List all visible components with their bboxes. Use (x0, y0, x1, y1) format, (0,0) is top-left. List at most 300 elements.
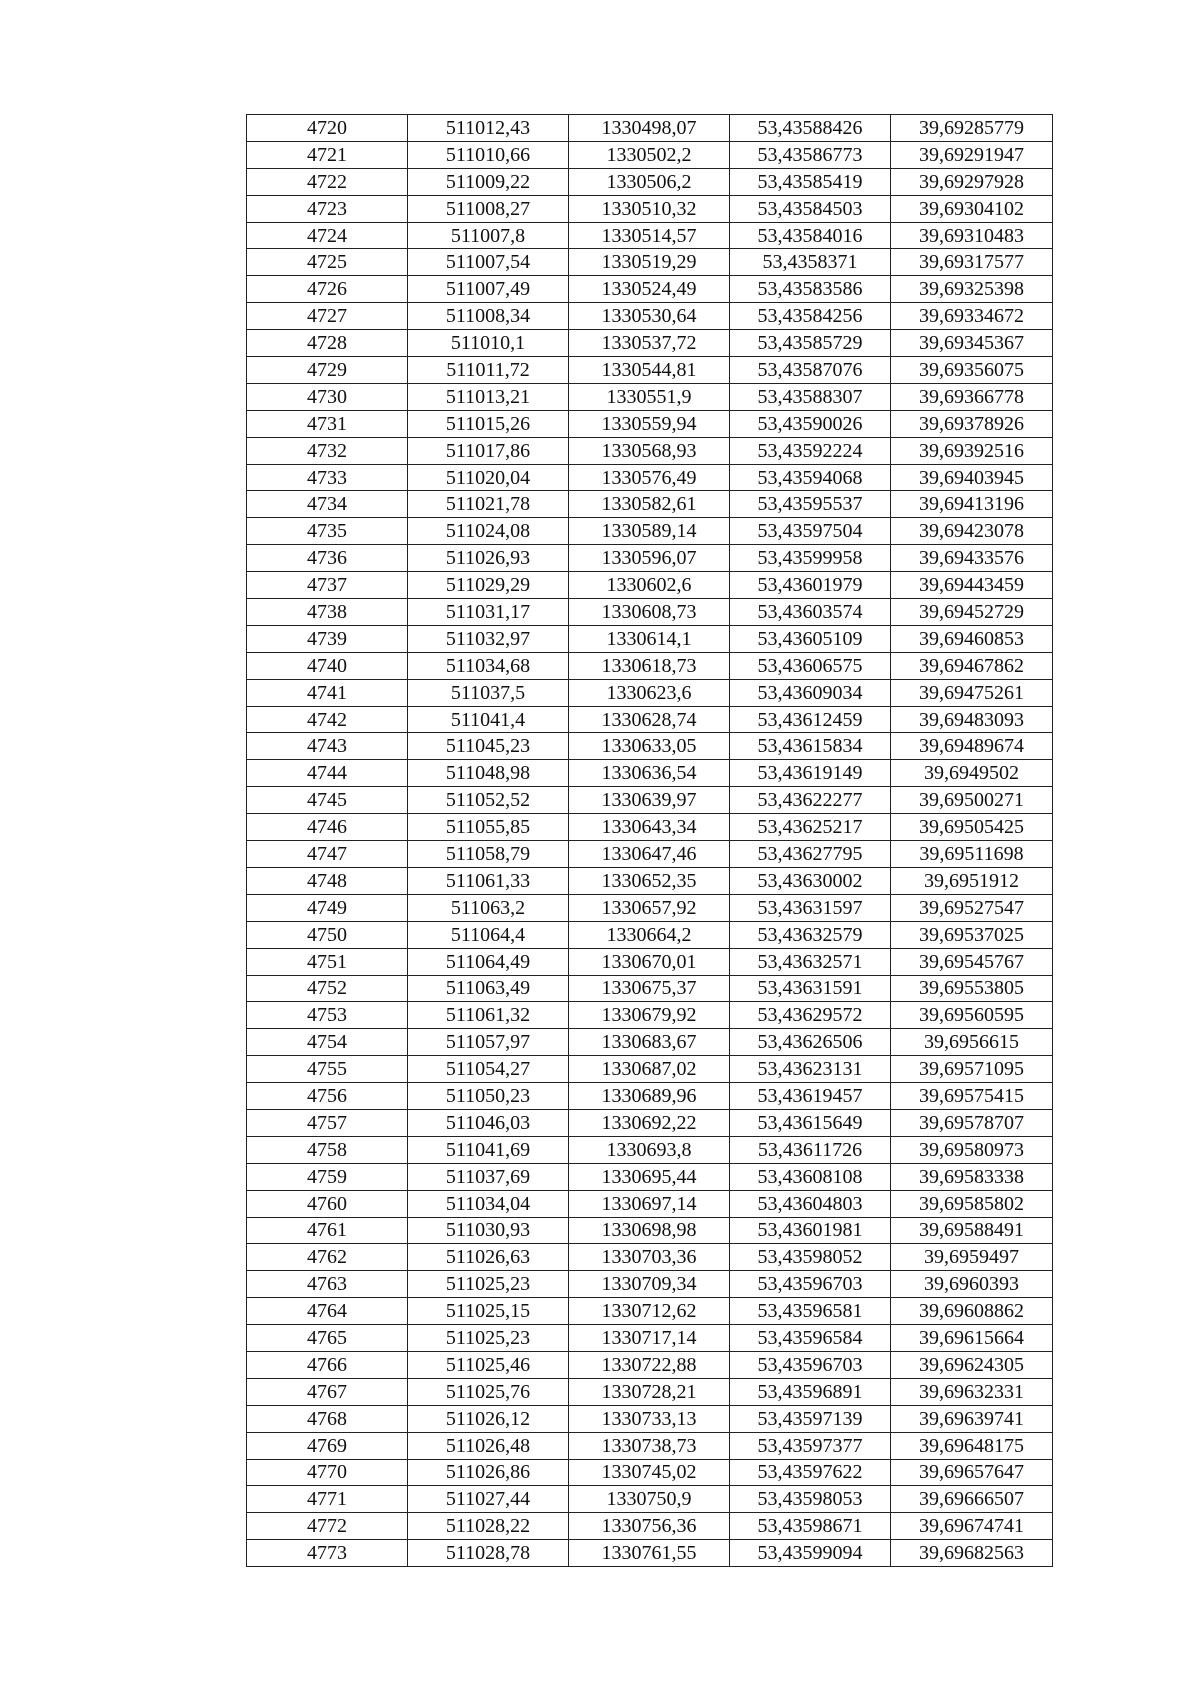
point-number-cell: 4740 (247, 652, 408, 679)
longitude-cell: 39,69345367 (891, 330, 1053, 357)
point-number-cell: 4759 (247, 1163, 408, 1190)
point-number-cell: 4741 (247, 679, 408, 706)
longitude-cell: 39,69433576 (891, 545, 1053, 572)
point-number-cell: 4722 (247, 168, 408, 195)
point-number-cell: 4758 (247, 1136, 408, 1163)
longitude-cell: 39,69575415 (891, 1083, 1053, 1110)
x-coordinate-cell: 511026,86 (408, 1459, 569, 1486)
table-row (247, 679, 1053, 706)
latitude-cell: 53,43596703 (730, 1271, 891, 1298)
y-coordinate-cell: 1330576,49 (569, 464, 730, 491)
point-number-cell: 4770 (247, 1459, 408, 1486)
longitude-cell: 39,69553805 (891, 975, 1053, 1002)
table-row (247, 195, 1053, 222)
x-coordinate-cell: 511024,08 (408, 518, 569, 545)
table-row (247, 1163, 1053, 1190)
longitude-cell: 39,69489674 (891, 733, 1053, 760)
y-coordinate-cell: 1330551,9 (569, 383, 730, 410)
y-coordinate-cell: 1330670,01 (569, 948, 730, 975)
point-number-cell: 4743 (247, 733, 408, 760)
x-coordinate-cell: 511057,97 (408, 1029, 569, 1056)
y-coordinate-cell: 1330728,21 (569, 1378, 730, 1405)
y-coordinate-cell: 1330519,29 (569, 249, 730, 276)
x-coordinate-cell: 511029,29 (408, 572, 569, 599)
point-number-cell: 4750 (247, 921, 408, 948)
point-number-cell: 4737 (247, 572, 408, 599)
x-coordinate-cell: 511010,66 (408, 141, 569, 168)
longitude-cell: 39,69648175 (891, 1432, 1053, 1459)
table-row (247, 787, 1053, 814)
x-coordinate-cell: 511008,34 (408, 303, 569, 330)
x-coordinate-cell: 511017,86 (408, 437, 569, 464)
latitude-cell: 53,43597139 (730, 1405, 891, 1432)
point-number-cell: 4769 (247, 1432, 408, 1459)
point-number-cell: 4749 (247, 894, 408, 921)
point-number-cell: 4738 (247, 599, 408, 626)
table-row (247, 464, 1053, 491)
table-row (247, 1432, 1053, 1459)
longitude-cell: 39,69356075 (891, 357, 1053, 384)
latitude-cell: 53,43594068 (730, 464, 891, 491)
table-row (247, 733, 1053, 760)
latitude-cell: 53,4358371 (730, 249, 891, 276)
table-row (247, 1540, 1053, 1567)
x-coordinate-cell: 511037,5 (408, 679, 569, 706)
point-number-cell: 4751 (247, 948, 408, 975)
x-coordinate-cell: 511063,49 (408, 975, 569, 1002)
table-row (247, 1405, 1053, 1432)
table-row (247, 222, 1053, 249)
x-coordinate-cell: 511052,52 (408, 787, 569, 814)
longitude-cell: 39,69560595 (891, 1002, 1053, 1029)
latitude-cell: 53,43583586 (730, 276, 891, 303)
latitude-cell: 53,43587076 (730, 357, 891, 384)
longitude-cell: 39,69500271 (891, 787, 1053, 814)
point-number-cell: 4723 (247, 195, 408, 222)
x-coordinate-cell: 511064,49 (408, 948, 569, 975)
y-coordinate-cell: 1330692,22 (569, 1109, 730, 1136)
longitude-cell: 39,69578707 (891, 1109, 1053, 1136)
latitude-cell: 53,43599958 (730, 545, 891, 572)
table-row (247, 572, 1053, 599)
longitude-cell: 39,69291947 (891, 141, 1053, 168)
y-coordinate-cell: 1330717,14 (569, 1325, 730, 1352)
point-number-cell: 4760 (247, 1190, 408, 1217)
latitude-cell: 53,43612459 (730, 706, 891, 733)
longitude-cell: 39,69297928 (891, 168, 1053, 195)
y-coordinate-cell: 1330647,46 (569, 841, 730, 868)
point-number-cell: 4765 (247, 1325, 408, 1352)
longitude-cell: 39,69392516 (891, 437, 1053, 464)
y-coordinate-cell: 1330664,2 (569, 921, 730, 948)
y-coordinate-cell: 1330537,72 (569, 330, 730, 357)
y-coordinate-cell: 1330514,57 (569, 222, 730, 249)
y-coordinate-cell: 1330506,2 (569, 168, 730, 195)
point-number-cell: 4739 (247, 625, 408, 652)
longitude-cell: 39,69583338 (891, 1163, 1053, 1190)
latitude-cell: 53,43588426 (730, 115, 891, 142)
point-number-cell: 4764 (247, 1298, 408, 1325)
x-coordinate-cell: 511028,78 (408, 1540, 569, 1567)
y-coordinate-cell: 1330687,02 (569, 1056, 730, 1083)
x-coordinate-cell: 511007,8 (408, 222, 569, 249)
x-coordinate-cell: 511061,33 (408, 867, 569, 894)
latitude-cell: 53,43595537 (730, 491, 891, 518)
y-coordinate-cell: 1330756,36 (569, 1513, 730, 1540)
latitude-cell: 53,43631597 (730, 894, 891, 921)
latitude-cell: 53,43611726 (730, 1136, 891, 1163)
point-number-cell: 4726 (247, 276, 408, 303)
longitude-cell: 39,69571095 (891, 1056, 1053, 1083)
x-coordinate-cell: 511026,63 (408, 1244, 569, 1271)
y-coordinate-cell: 1330683,67 (569, 1029, 730, 1056)
latitude-cell: 53,43585729 (730, 330, 891, 357)
x-coordinate-cell: 511020,04 (408, 464, 569, 491)
x-coordinate-cell: 511021,78 (408, 491, 569, 518)
point-number-cell: 4727 (247, 303, 408, 330)
point-number-cell: 4771 (247, 1486, 408, 1513)
table-row (247, 1244, 1053, 1271)
longitude-cell: 39,69310483 (891, 222, 1053, 249)
y-coordinate-cell: 1330614,1 (569, 625, 730, 652)
y-coordinate-cell: 1330639,97 (569, 787, 730, 814)
longitude-cell: 39,6956615 (891, 1029, 1053, 1056)
point-number-cell: 4735 (247, 518, 408, 545)
table-row (247, 1298, 1053, 1325)
x-coordinate-cell: 511007,54 (408, 249, 569, 276)
x-coordinate-cell: 511025,23 (408, 1325, 569, 1352)
latitude-cell: 53,43584016 (730, 222, 891, 249)
x-coordinate-cell: 511028,22 (408, 1513, 569, 1540)
x-coordinate-cell: 511025,76 (408, 1378, 569, 1405)
point-number-cell: 4762 (247, 1244, 408, 1271)
latitude-cell: 53,43597504 (730, 518, 891, 545)
longitude-cell: 39,6949502 (891, 760, 1053, 787)
table-row (247, 276, 1053, 303)
y-coordinate-cell: 1330697,14 (569, 1190, 730, 1217)
longitude-cell: 39,69443459 (891, 572, 1053, 599)
x-coordinate-cell: 511025,46 (408, 1351, 569, 1378)
y-coordinate-cell: 1330709,34 (569, 1271, 730, 1298)
point-number-cell: 4753 (247, 1002, 408, 1029)
longitude-cell: 39,69325398 (891, 276, 1053, 303)
coordinates-table (246, 114, 1053, 1567)
table-row (247, 357, 1053, 384)
y-coordinate-cell: 1330745,02 (569, 1459, 730, 1486)
point-number-cell: 4757 (247, 1109, 408, 1136)
longitude-cell: 39,69334672 (891, 303, 1053, 330)
x-coordinate-cell: 511012,43 (408, 115, 569, 142)
point-number-cell: 4725 (247, 249, 408, 276)
x-coordinate-cell: 511025,15 (408, 1298, 569, 1325)
point-number-cell: 4721 (247, 141, 408, 168)
latitude-cell: 53,43588307 (730, 383, 891, 410)
latitude-cell: 53,43596891 (730, 1378, 891, 1405)
x-coordinate-cell: 511050,23 (408, 1083, 569, 1110)
latitude-cell: 53,43615649 (730, 1109, 891, 1136)
y-coordinate-cell: 1330524,49 (569, 276, 730, 303)
longitude-cell: 39,69511698 (891, 841, 1053, 868)
point-number-cell: 4767 (247, 1378, 408, 1405)
longitude-cell: 39,69624305 (891, 1351, 1053, 1378)
x-coordinate-cell: 511037,69 (408, 1163, 569, 1190)
table-row (247, 115, 1053, 142)
x-coordinate-cell: 511010,1 (408, 330, 569, 357)
x-coordinate-cell: 511041,69 (408, 1136, 569, 1163)
longitude-cell: 39,69674741 (891, 1513, 1053, 1540)
x-coordinate-cell: 511030,93 (408, 1217, 569, 1244)
table-row (247, 1351, 1053, 1378)
latitude-cell: 53,43632571 (730, 948, 891, 975)
table-row (247, 410, 1053, 437)
x-coordinate-cell: 511063,2 (408, 894, 569, 921)
y-coordinate-cell: 1330738,73 (569, 1432, 730, 1459)
x-coordinate-cell: 511011,72 (408, 357, 569, 384)
x-coordinate-cell: 511015,26 (408, 410, 569, 437)
y-coordinate-cell: 1330698,98 (569, 1217, 730, 1244)
x-coordinate-cell: 511007,49 (408, 276, 569, 303)
table-row (247, 383, 1053, 410)
y-coordinate-cell: 1330722,88 (569, 1351, 730, 1378)
x-coordinate-cell: 511026,12 (408, 1405, 569, 1432)
latitude-cell: 53,43619149 (730, 760, 891, 787)
point-number-cell: 4752 (247, 975, 408, 1002)
table-row (247, 437, 1053, 464)
latitude-cell: 53,43626506 (730, 1029, 891, 1056)
y-coordinate-cell: 1330636,54 (569, 760, 730, 787)
latitude-cell: 53,43632579 (730, 921, 891, 948)
longitude-cell: 39,69585802 (891, 1190, 1053, 1217)
latitude-cell: 53,43584503 (730, 195, 891, 222)
point-number-cell: 4729 (247, 357, 408, 384)
x-coordinate-cell: 511046,03 (408, 1109, 569, 1136)
latitude-cell: 53,43584256 (730, 303, 891, 330)
x-coordinate-cell: 511026,48 (408, 1432, 569, 1459)
latitude-cell: 53,43599094 (730, 1540, 891, 1567)
latitude-cell: 53,43590026 (730, 410, 891, 437)
y-coordinate-cell: 1330498,07 (569, 115, 730, 142)
point-number-cell: 4756 (247, 1083, 408, 1110)
point-number-cell: 4747 (247, 841, 408, 868)
latitude-cell: 53,43586773 (730, 141, 891, 168)
longitude-cell: 39,69423078 (891, 518, 1053, 545)
y-coordinate-cell: 1330510,32 (569, 195, 730, 222)
point-number-cell: 4745 (247, 787, 408, 814)
point-number-cell: 4742 (247, 706, 408, 733)
x-coordinate-cell: 511048,98 (408, 760, 569, 787)
y-coordinate-cell: 1330596,07 (569, 545, 730, 572)
latitude-cell: 53,43606575 (730, 652, 891, 679)
longitude-cell: 39,69403945 (891, 464, 1053, 491)
longitude-cell: 39,69452729 (891, 599, 1053, 626)
table-row (247, 330, 1053, 357)
table-row (247, 867, 1053, 894)
longitude-cell: 39,69378926 (891, 410, 1053, 437)
latitude-cell: 53,43631591 (730, 975, 891, 1002)
table-row (247, 1513, 1053, 1540)
table-row (247, 1378, 1053, 1405)
table-row (247, 599, 1053, 626)
point-number-cell: 4730 (247, 383, 408, 410)
y-coordinate-cell: 1330568,93 (569, 437, 730, 464)
latitude-cell: 53,43623131 (730, 1056, 891, 1083)
point-number-cell: 4748 (247, 867, 408, 894)
longitude-cell: 39,69460853 (891, 625, 1053, 652)
y-coordinate-cell: 1330544,81 (569, 357, 730, 384)
point-number-cell: 4761 (247, 1217, 408, 1244)
longitude-cell: 39,69632331 (891, 1378, 1053, 1405)
table-row (247, 1056, 1053, 1083)
latitude-cell: 53,43596584 (730, 1325, 891, 1352)
table-row (247, 1486, 1053, 1513)
latitude-cell: 53,43629572 (730, 1002, 891, 1029)
y-coordinate-cell: 1330633,05 (569, 733, 730, 760)
table-row (247, 249, 1053, 276)
latitude-cell: 53,43597377 (730, 1432, 891, 1459)
table-row (247, 1083, 1053, 1110)
x-coordinate-cell: 511034,04 (408, 1190, 569, 1217)
latitude-cell: 53,43627795 (730, 841, 891, 868)
y-coordinate-cell: 1330589,14 (569, 518, 730, 545)
latitude-cell: 53,43592224 (730, 437, 891, 464)
longitude-cell: 39,69527547 (891, 894, 1053, 921)
longitude-cell: 39,69505425 (891, 814, 1053, 841)
x-coordinate-cell: 511055,85 (408, 814, 569, 841)
longitude-cell: 39,69304102 (891, 195, 1053, 222)
longitude-cell: 39,69475261 (891, 679, 1053, 706)
latitude-cell: 53,43604803 (730, 1190, 891, 1217)
x-coordinate-cell: 511027,44 (408, 1486, 569, 1513)
point-number-cell: 4755 (247, 1056, 408, 1083)
table-row (247, 518, 1053, 545)
x-coordinate-cell: 511054,27 (408, 1056, 569, 1083)
table-row (247, 1217, 1053, 1244)
latitude-cell: 53,43596581 (730, 1298, 891, 1325)
y-coordinate-cell: 1330695,44 (569, 1163, 730, 1190)
latitude-cell: 53,43630002 (730, 867, 891, 894)
latitude-cell: 53,43585419 (730, 168, 891, 195)
point-number-cell: 4731 (247, 410, 408, 437)
x-coordinate-cell: 511013,21 (408, 383, 569, 410)
y-coordinate-cell: 1330689,96 (569, 1083, 730, 1110)
table-row (247, 894, 1053, 921)
latitude-cell: 53,43601979 (730, 572, 891, 599)
y-coordinate-cell: 1330628,74 (569, 706, 730, 733)
x-coordinate-cell: 511026,93 (408, 545, 569, 572)
table-row (247, 1109, 1053, 1136)
longitude-cell: 39,69615664 (891, 1325, 1053, 1352)
latitude-cell: 53,43598052 (730, 1244, 891, 1271)
table-row (247, 1271, 1053, 1298)
table-row (247, 168, 1053, 195)
table-row (247, 491, 1053, 518)
longitude-cell: 39,69537025 (891, 921, 1053, 948)
x-coordinate-cell: 511061,32 (408, 1002, 569, 1029)
x-coordinate-cell: 511032,97 (408, 625, 569, 652)
y-coordinate-cell: 1330618,73 (569, 652, 730, 679)
x-coordinate-cell: 511031,17 (408, 599, 569, 626)
y-coordinate-cell: 1330530,64 (569, 303, 730, 330)
longitude-cell: 39,69413196 (891, 491, 1053, 518)
latitude-cell: 53,43615834 (730, 733, 891, 760)
y-coordinate-cell: 1330652,35 (569, 867, 730, 894)
x-coordinate-cell: 511025,23 (408, 1271, 569, 1298)
table-row (247, 814, 1053, 841)
point-number-cell: 4736 (247, 545, 408, 572)
latitude-cell: 53,43625217 (730, 814, 891, 841)
point-number-cell: 4763 (247, 1271, 408, 1298)
y-coordinate-cell: 1330733,13 (569, 1405, 730, 1432)
point-number-cell: 4746 (247, 814, 408, 841)
latitude-cell: 53,43603574 (730, 599, 891, 626)
table-row (247, 1029, 1053, 1056)
y-coordinate-cell: 1330502,2 (569, 141, 730, 168)
y-coordinate-cell: 1330582,61 (569, 491, 730, 518)
longitude-cell: 39,69639741 (891, 1405, 1053, 1432)
y-coordinate-cell: 1330761,55 (569, 1540, 730, 1567)
table-row (247, 1459, 1053, 1486)
y-coordinate-cell: 1330703,36 (569, 1244, 730, 1271)
latitude-cell: 53,43596703 (730, 1351, 891, 1378)
longitude-cell: 39,69608862 (891, 1298, 1053, 1325)
x-coordinate-cell: 511009,22 (408, 168, 569, 195)
longitude-cell: 39,69545767 (891, 948, 1053, 975)
latitude-cell: 53,43601981 (730, 1217, 891, 1244)
latitude-cell: 53,43609034 (730, 679, 891, 706)
table-row (247, 652, 1053, 679)
latitude-cell: 53,43598671 (730, 1513, 891, 1540)
x-coordinate-cell: 511034,68 (408, 652, 569, 679)
table-row (247, 841, 1053, 868)
table-row (247, 303, 1053, 330)
y-coordinate-cell: 1330559,94 (569, 410, 730, 437)
y-coordinate-cell: 1330608,73 (569, 599, 730, 626)
table-row (247, 1136, 1053, 1163)
longitude-cell: 39,69580973 (891, 1136, 1053, 1163)
point-number-cell: 4728 (247, 330, 408, 357)
table-row (247, 948, 1053, 975)
coordinates-table-body (247, 115, 1053, 1567)
longitude-cell: 39,69366778 (891, 383, 1053, 410)
y-coordinate-cell: 1330623,6 (569, 679, 730, 706)
point-number-cell: 4773 (247, 1540, 408, 1567)
point-number-cell: 4724 (247, 222, 408, 249)
y-coordinate-cell: 1330750,9 (569, 1486, 730, 1513)
table-row (247, 141, 1053, 168)
table-row (247, 1325, 1053, 1352)
y-coordinate-cell: 1330679,92 (569, 1002, 730, 1029)
longitude-cell: 39,69666507 (891, 1486, 1053, 1513)
y-coordinate-cell: 1330712,62 (569, 1298, 730, 1325)
table-row (247, 706, 1053, 733)
table-row (247, 760, 1053, 787)
longitude-cell: 39,69588491 (891, 1217, 1053, 1244)
latitude-cell: 53,43619457 (730, 1083, 891, 1110)
point-number-cell: 4732 (247, 437, 408, 464)
point-number-cell: 4768 (247, 1405, 408, 1432)
point-number-cell: 4744 (247, 760, 408, 787)
point-number-cell: 4772 (247, 1513, 408, 1540)
longitude-cell: 39,69682563 (891, 1540, 1053, 1567)
table-row (247, 625, 1053, 652)
table-row (247, 975, 1053, 1002)
longitude-cell: 39,6960393 (891, 1271, 1053, 1298)
point-number-cell: 4720 (247, 115, 408, 142)
x-coordinate-cell: 511008,27 (408, 195, 569, 222)
x-coordinate-cell: 511058,79 (408, 841, 569, 868)
y-coordinate-cell: 1330602,6 (569, 572, 730, 599)
latitude-cell: 53,43608108 (730, 1163, 891, 1190)
